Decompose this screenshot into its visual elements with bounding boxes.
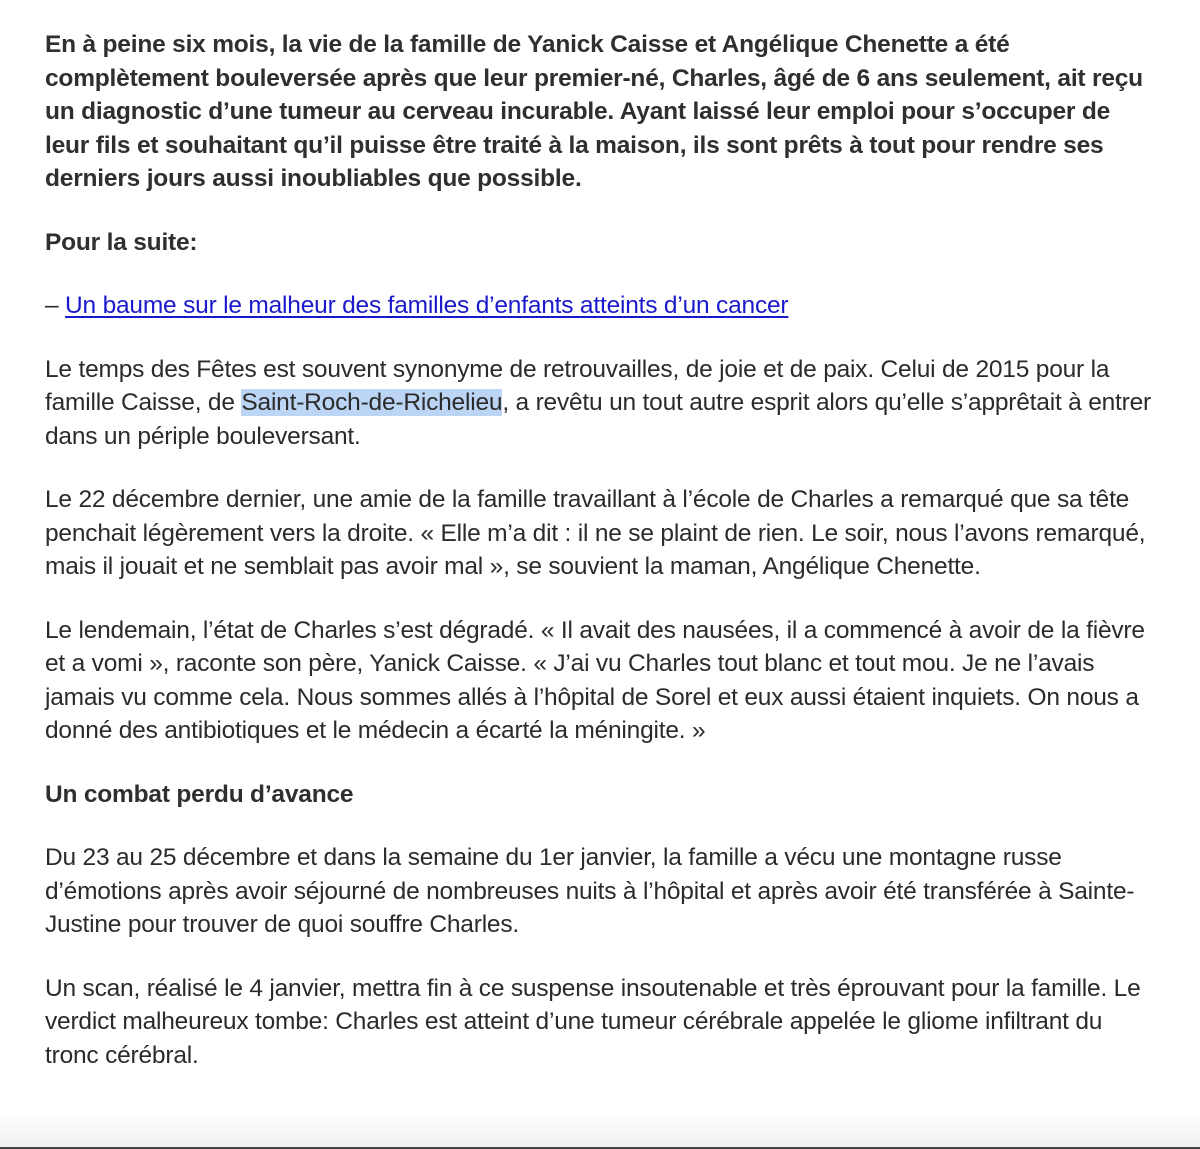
section-subheading: Un combat perdu d’avance <box>45 780 354 808</box>
paragraph-text: Le temps des Fêtes est souvent synonyme de retrouvailles, de joie et de paix. Celui de 2015 pour la famille Caisse, de <box>45 355 1110 416</box>
article-body <box>45 28 1160 1102</box>
related-heading: Pour la suite: <box>45 228 198 256</box>
paragraph-text: , a revêtu un tout autre esprit alors qu’elle s’apprêtait à entrer dans un périple bouleversant. <box>45 389 1151 450</box>
related-article-link[interactable]: Un baume sur le malheur des familles d’enfants atteints d’un cancer <box>65 292 789 319</box>
paragraph-diagnosis: Un scan, réalisé le 4 janvier, mettra fin à ce suspense insoutenable et très éprouvant pour la famille. Le verdict malheureux tombe: Charles est atteint d’une tumeur cérébrale appelée le gliome infiltrant du tronc cérébral. <box>45 974 1141 1069</box>
lead-paragraph: En à peine six mois, la vie de la famille de Yanick Caisse et Angélique Chenette a été complètement bouleversée après que leur premier-né, Charles, âgé de 6 ans seulement, ait reçu un diagnostic d’une tumeur au cerveau incurable. Ayant laissé leur emploi pour s’occuper de leur fils et souhaitant qu’il puisse être traité à la maison, ils sont prêts à tout pour rendre ses derniers jours aussi inoubliables que possible. <box>45 31 1143 192</box>
selected-text[interactable]: Saint-Roch-de-Richelieu <box>241 389 503 416</box>
paragraph-december-22: Le 22 décembre dernier, une amie de la famille travaillant à l’école de Charles a remarqué que sa tête penchait légèrement vers la droite. « Elle m’a dit : il ne se plaint de rien. Le soir, nous l’avons remarqué, mais il jouait et ne semblait pas avoir mal », se souvient la maman, Angélique Chenette. <box>45 486 1146 580</box>
related-item <box>45 289 1160 323</box>
paragraph-next-day: Le lendemain, l’état de Charles s’est dégradé. « Il avait des nausées, il a commencé à avoir de la fièvre et a vomi », raconte son père, Yanick Caisse. « J’ai vu Charles tout blanc et tout mou. Je ne l’avais jamais vu comme cela. Nous sommes allés à l’hôpital de Sorel et eux aussi étaient inquiets. On nous a donné des antibiotiques et le médecin a écarté la méningite. » <box>45 616 1145 744</box>
bottom-edge <box>0 1109 1200 1149</box>
related-dash: – <box>45 292 66 319</box>
paragraph-hospital: Du 23 au 25 décembre et dans la semaine du 1er janvier, la famille a vécu une montagne russe d’émotions après avoir séjourné de nombreuses nuits à l’hôpital et après avoir été transférée à Sainte-Justine pour trouver de quoi souffre Charles. <box>45 844 1135 938</box>
paragraph-holidays <box>45 353 1160 454</box>
